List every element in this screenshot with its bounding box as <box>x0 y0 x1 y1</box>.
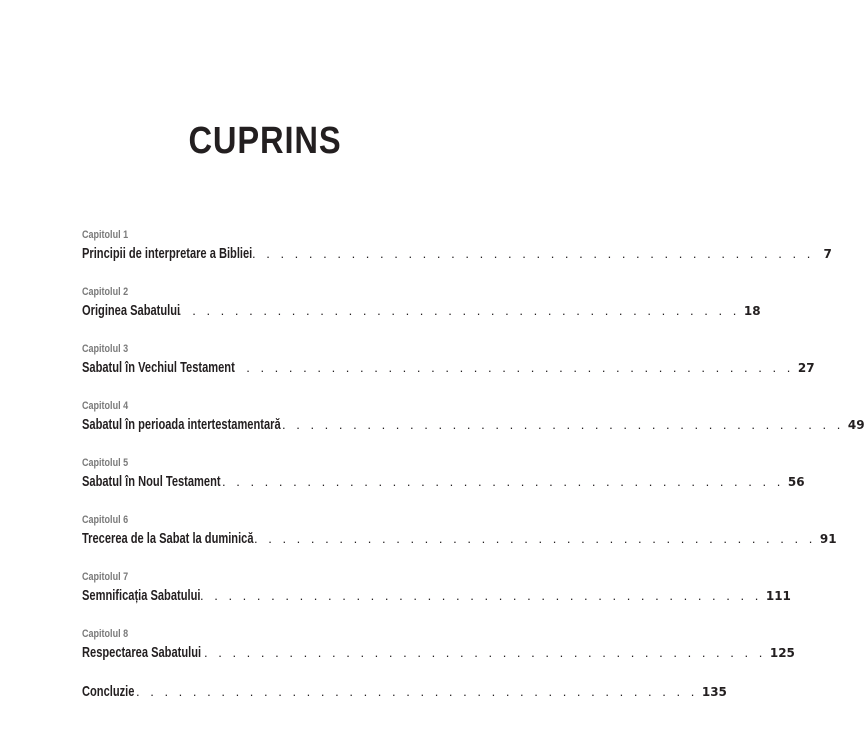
toc-entry-chapter-5[interactable] <box>82 456 805 492</box>
toc-entry-chapter-2[interactable] <box>82 285 761 321</box>
page-number: 49 <box>847 418 865 432</box>
dot-leader: . . . . . . . . . . . . . . . . . . . . . . . . . . . . . . . . . . . . . . . . <box>254 531 816 546</box>
chapter-label: Capitolul 7 <box>82 571 129 583</box>
toc-entry-chapter-3[interactable] <box>82 342 815 378</box>
dot-leader: . . . . . . . . . . . . . . . . . . . . . . . . . . . . . . . . . . . . . . . . <box>136 684 698 699</box>
chapter-label: Capitolul 2 <box>82 286 129 298</box>
dot-leader: . . . . . . . . . . . . . . . . . . . . . . . . . . . . . . . . . . . . . . . . <box>204 645 766 660</box>
chapter-title: Sabatul în Noul Testament <box>82 473 221 490</box>
chapter-title: Sabatul în perioada intertestamentară <box>82 416 281 433</box>
toc-entry-chapter-1[interactable] <box>82 228 832 264</box>
chapter-label: Capitolul 4 <box>82 400 129 412</box>
page-number: 7 <box>823 247 832 261</box>
chapter-title: Principii de interpretare a Bibliei <box>82 245 253 262</box>
chapter-title: Trecerea de la Sabat la duminică <box>82 530 254 547</box>
chapter-label: Capitolul 3 <box>82 343 129 355</box>
chapter-label: Capitolul 8 <box>82 628 129 640</box>
chapter-title: Respectarea Sabatului <box>82 644 202 661</box>
page-number: 56 <box>787 475 805 489</box>
dot-leader: . . . . . . . . . . . . . . . . . . . . . . . . . . . . . . . . . . . . . . . . <box>232 360 794 375</box>
toc-entry-conclusion[interactable] <box>82 680 727 702</box>
page-number: 135 <box>701 685 727 699</box>
chapter-label: Capitolul 1 <box>82 229 129 241</box>
dot-leader: . . . . . . . . . . . . . . . . . . . . . . . . . . . . . . . . . . . . . . . . <box>178 303 740 318</box>
conclusion-title: Concluzie <box>82 683 135 700</box>
page-number: 18 <box>743 304 761 318</box>
toc-entry-chapter-4[interactable] <box>82 399 865 435</box>
dot-leader: . . . . . . . . . . . . . . . . . . . . . . . . . . . . . . . . . . . . . . . . <box>282 417 844 432</box>
chapter-label: Capitolul 6 <box>82 514 129 526</box>
toc-entry-chapter-8[interactable] <box>82 627 795 663</box>
toc-entry-chapter-7[interactable] <box>82 570 791 606</box>
page-title: CUPRINS <box>188 120 342 162</box>
dot-leader: . . . . . . . . . . . . . . . . . . . . . . . . . . . . . . . . . . . . . . . . <box>222 474 784 489</box>
dot-leader: . . . . . . . . . . . . . . . . . . . . . . . . . . . . . . . . . . . . . . . . <box>252 246 814 261</box>
page-number: 125 <box>769 646 795 660</box>
page-number: 91 <box>819 532 837 546</box>
chapter-title: Originea Sabatului <box>82 302 181 319</box>
chapter-title: Sabatul în Vechiul Testament <box>82 359 235 376</box>
page-number: 27 <box>797 361 815 375</box>
chapter-label: Capitolul 5 <box>82 457 129 469</box>
chapter-title: Semnificația Sabatului <box>82 587 201 604</box>
dot-leader: . . . . . . . . . . . . . . . . . . . . . . . . . . . . . . . . . . . . . . . . <box>200 588 762 603</box>
page-number: 111 <box>765 589 791 603</box>
toc-entry-chapter-6[interactable] <box>82 513 837 549</box>
